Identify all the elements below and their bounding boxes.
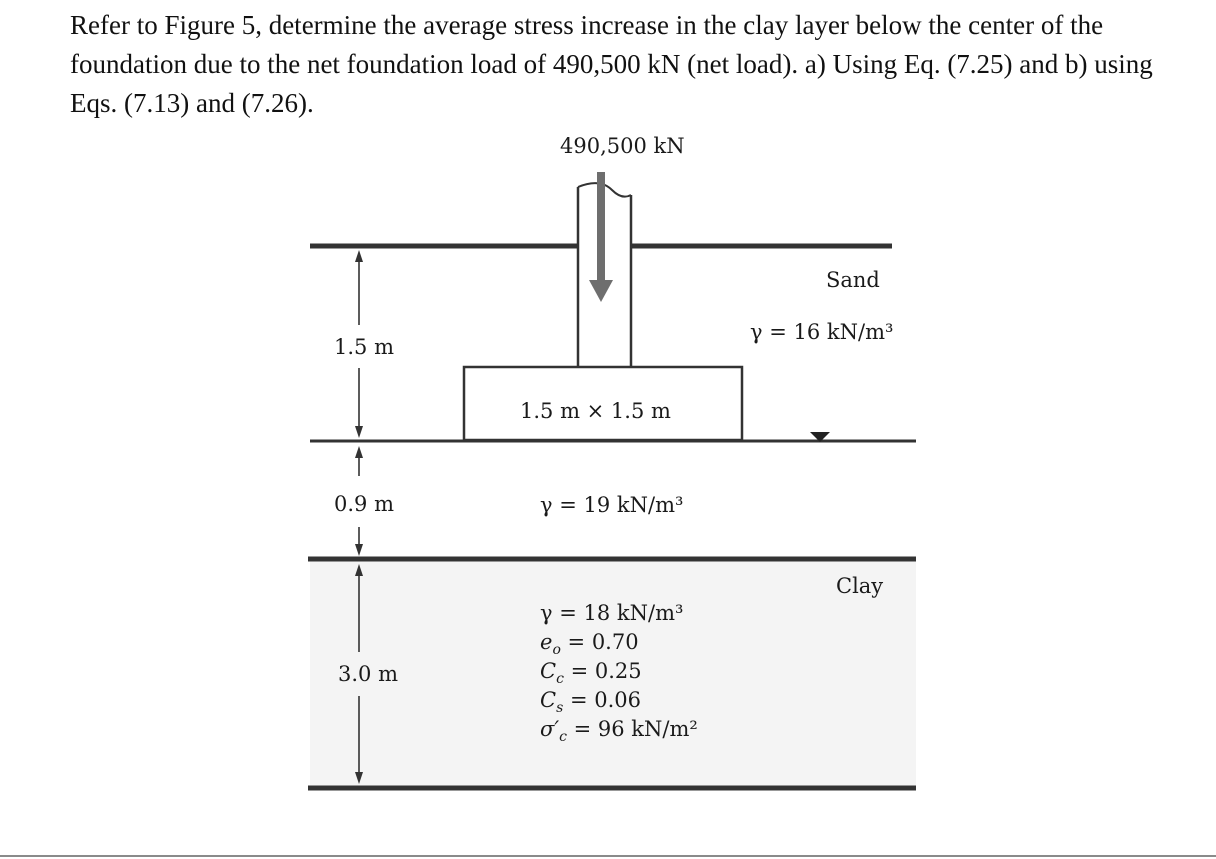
clay-label: Clay [836,574,884,598]
depth-middle-label: 0.9 m [334,492,394,516]
compression-index-subscript: c [556,671,564,687]
below-water-unit-weight: γ = 19 kN/m³ [540,493,684,517]
compression-index-value: = 0.25 [563,659,642,683]
load-label: 490,500 kN [560,134,685,158]
clay-swell-index [540,688,641,716]
swell-index-subscript: s [556,700,564,716]
sand-label: Sand [826,268,880,292]
depth-lower-label: 3.0 m [338,662,398,686]
void-ratio-symbol: e [540,630,553,654]
bottom-divider [0,855,1216,857]
load-arrow [589,172,613,302]
sand-unit-weight: γ = 16 kN/m³ [750,320,894,344]
clay-unit-weight: γ = 18 kN/m³ [540,601,684,625]
swell-index-symbol: C [540,688,557,712]
void-ratio-value: = 0.70 [560,630,639,654]
depth-upper-label: 1.5 m [334,335,394,359]
question-text: Refer to Figure 5, determine the average stress increase in the clay layer below the center of the foundation due to the net foundation load of 490,500 kN (net load). a) Using Eq. (7.25) and b) using Eqs. (7.13) and (7.26). [70,10,1153,118]
compression-index-symbol: C [540,659,557,683]
clay-compression-index [540,659,642,687]
preconsolidation-value: = 96 kN/m² [566,717,698,741]
preconsolidation-symbol: σ′ [540,717,560,741]
swell-index-value: = 0.06 [563,688,641,712]
void-ratio-subscript: o [552,642,561,658]
preconsolidation-subscript: c [559,729,567,745]
footing-size-label: 1.5 m × 1.5 m [520,399,671,423]
